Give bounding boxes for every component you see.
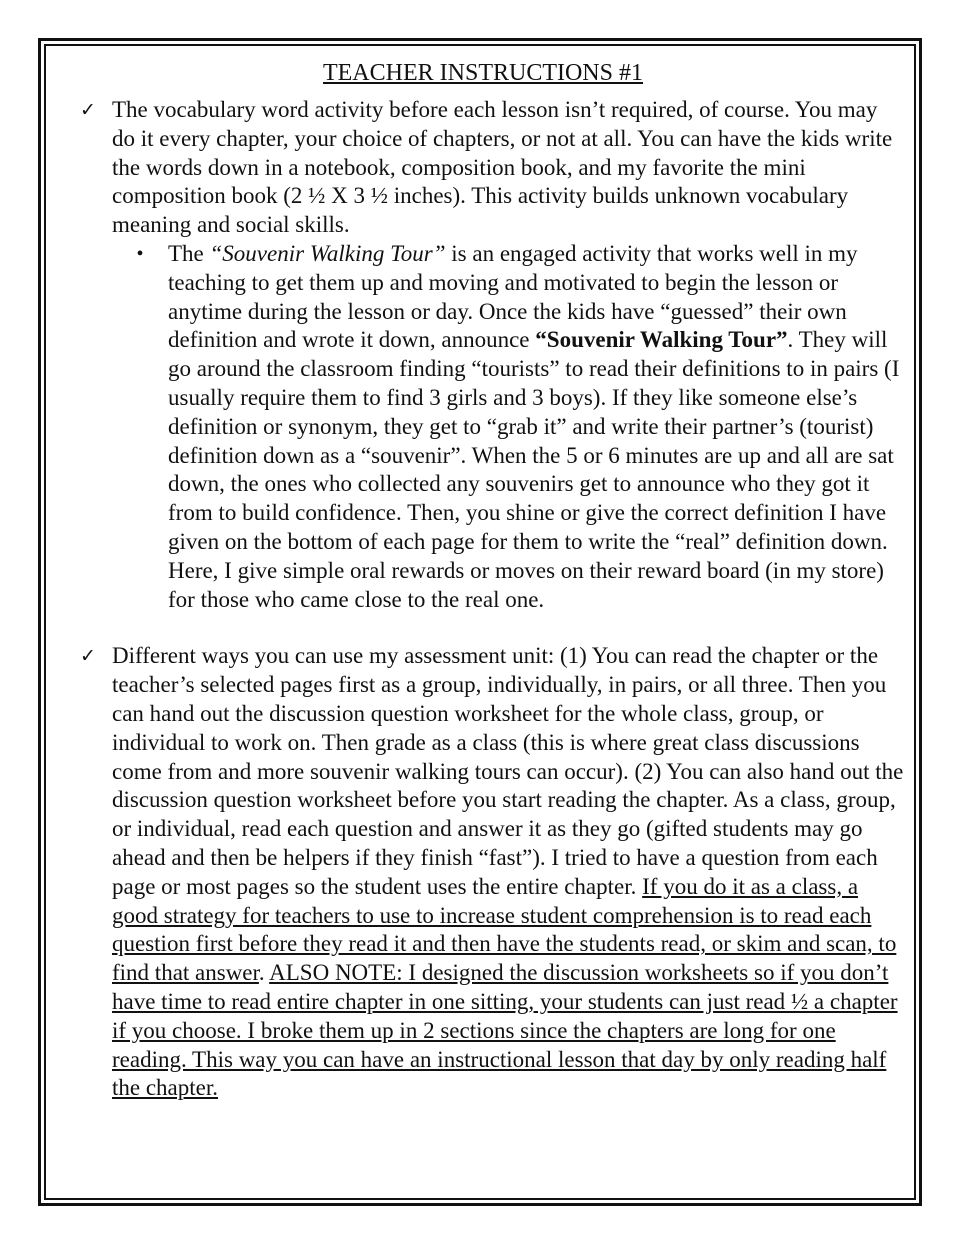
bullet-icon: • (136, 242, 144, 265)
instruction-item-2 (60, 642, 906, 1103)
comprehension-strategy-underlined: If you do it as a class, a good strategy for teachers to use to increase student comprehension is to read each question first before they read it and then have the students read, or skim and scan, to find that answer (112, 873, 897, 986)
sub-bullet-tail: . They will go around the classroom finding “tourists” to read their definitions to in pairs (I usually require them to find 3 girls and 3 boys). If they like someone else’s definition or synonym, they get to “grab it” and write their partner’s (tourist) definition down as a “souvenir”. When the 5 or 6 minutes are up and all are sat down, the ones who collected any souvenirs get to announce who they got it from to build confidence. Then, you shine or give the correct definition I have given on the bottom of each page for them to write the “real” definition down. Here, I give simple oral rewards or moves on their reward board (in my store) for those who came close to the real one. (168, 327, 900, 612)
sub-bullet-text (168, 240, 906, 614)
instruction-item-1 (60, 96, 906, 240)
instruction-text-2 (112, 642, 906, 1103)
souvenir-tour-bold: “Souvenir Walking Tour” (535, 327, 788, 353)
document-body (60, 56, 906, 1103)
page-title: TEACHER INSTRUCTIONS #1 (322, 60, 643, 86)
also-note-underlined: ALSO NOTE: I designed the discussion worksheets so if you don’t have time to read entire chapter in one sitting, your students can just read ½ a chapter if you choose. I broke them up in 2 sections since the chapters are long for one reading. This way you can have an instructional lesson that day by only reading half the chapter. (112, 960, 898, 1101)
sub-bullet-lead: The (168, 240, 210, 266)
paragraph-gap (60, 614, 906, 642)
instruction-text-1: The vocabulary word activity before each lesson isn’t required, of course. You may do it every chapter, your choice of chapters, or not at all. You can have the kids write the words down in a notebook, composition book, and my favorite the mini composition book (2 ½ X 3 ½ inches). This activity builds unknown vocabulary meaning and social skills. (112, 97, 893, 238)
instruction-2-period: . (258, 960, 270, 986)
instruction-2-plain: Different ways you can use my assessment unit: (1) You can read the chapter or the teacher’s selected pages first as a group, individually, in pairs, or all three. Then you can hand out the discussion question worksheet for the whole class, group, or individual to work on. Then grade as a class (this is where great class discussions come from and more souvenir walking tours can occur). (2) You can also hand out the discussion question worksheet before you start reading the chapter. As a class, group, or individual, read each question and answer it as they go (gifted students may go ahead and then be helpers if they finish “fast”). I tried to have a question from each page or most pages so the student uses the entire chapter. (112, 643, 904, 899)
checkmark-icon: ✓ (80, 99, 96, 121)
sub-bullet-mid: is an engaged activity that works well in my teaching to get them up and moving and motivated to begin the lesson or anytime during the lesson or day. Once the kids have “guessed” their own definition and wrote it down, announce (168, 240, 858, 353)
souvenir-tour-italic: “Souvenir Walking Tour” (209, 240, 446, 266)
sub-bullet-item (112, 240, 906, 614)
checkmark-icon: ✓ (80, 645, 96, 668)
